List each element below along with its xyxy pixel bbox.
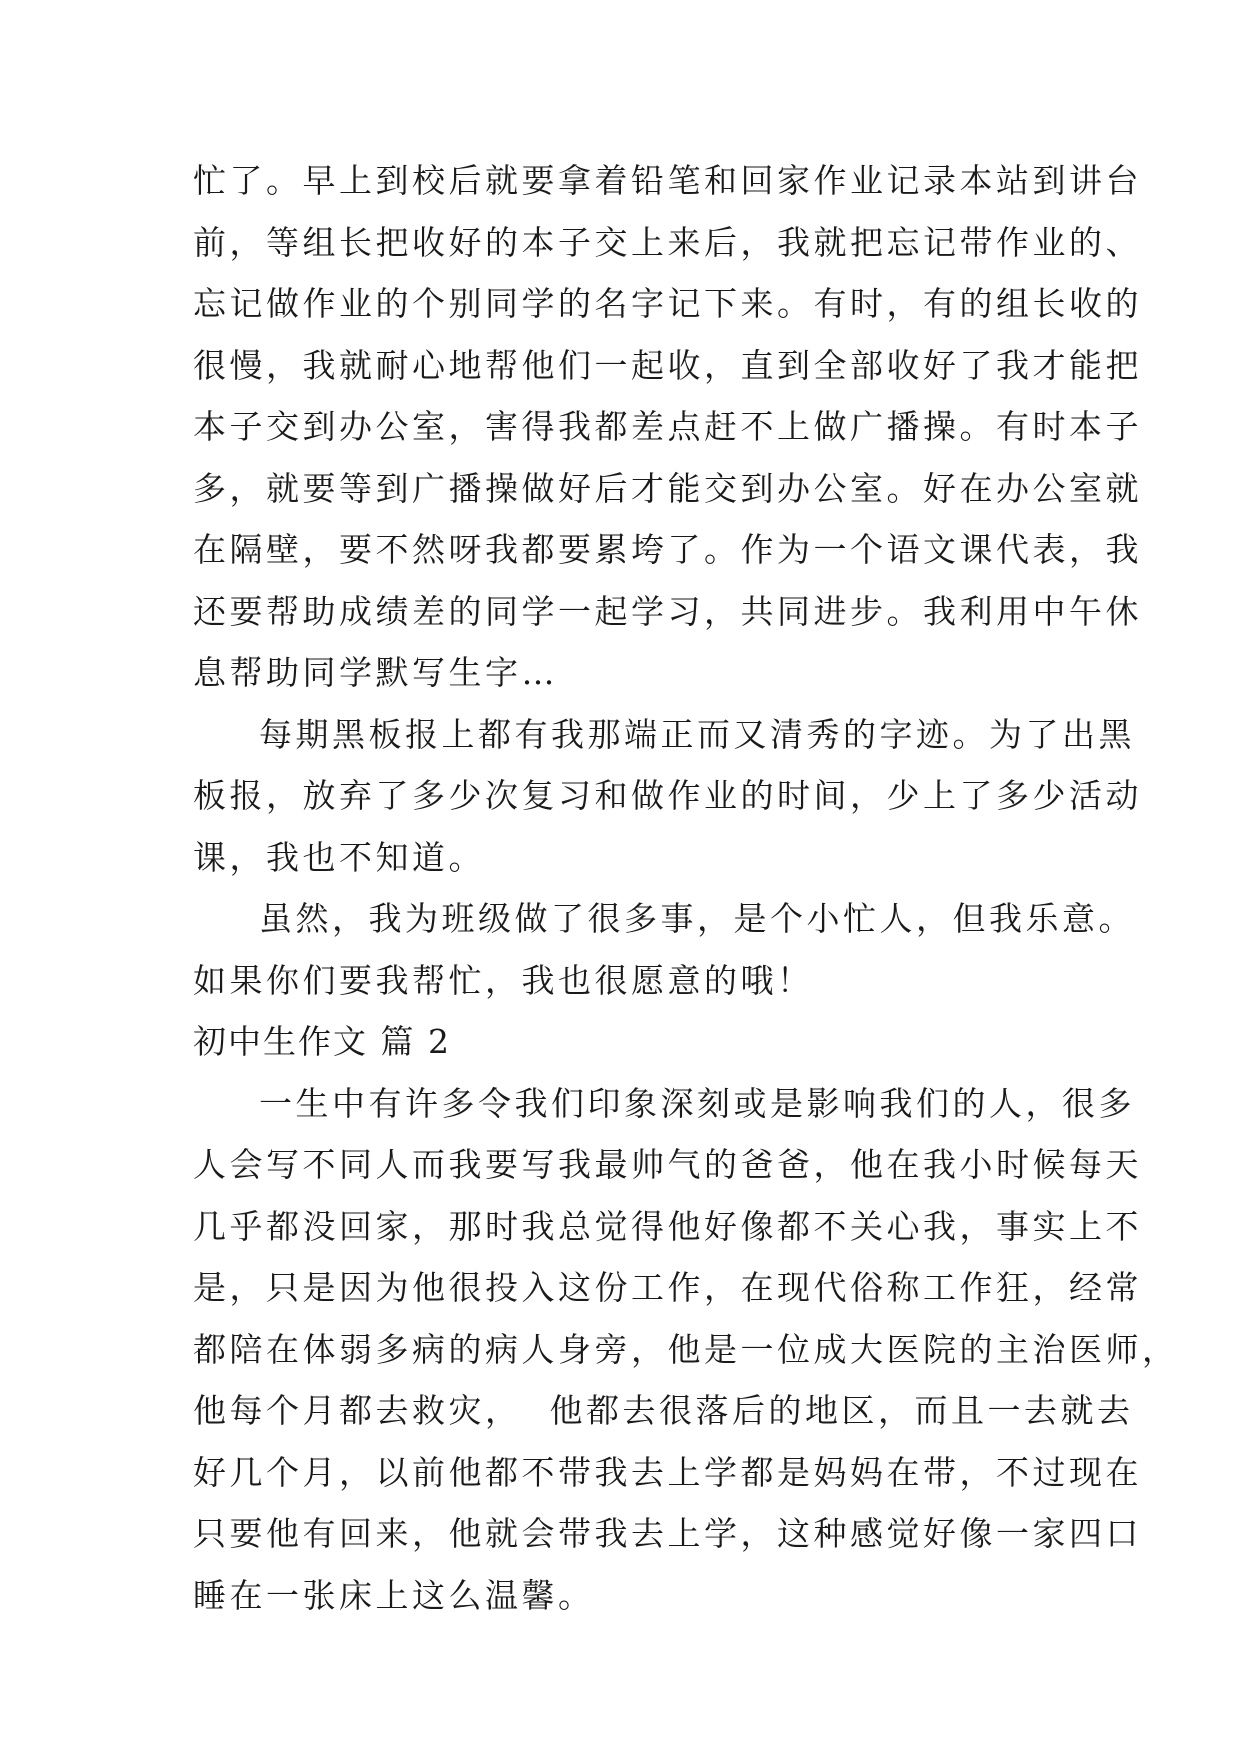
text-line: 息帮助同学默写生字… [193, 653, 558, 692]
text-line: 忙了。早上到校后就要拿着铅笔和回家作业记录本站到讲台 [193, 161, 1142, 200]
paragraph-4 [193, 1073, 1179, 1627]
text-line: 在隔壁，要不然呀我都要累垮了。作为一个语文课代表，我 [193, 530, 1142, 569]
text-line: 虽然，我为班级做了很多事，是个小忙人，但我乐意。 [259, 899, 1135, 938]
text-line: 只要他有回来，他就会带我去上学，这种感觉好像一家四口 [193, 1514, 1142, 1553]
paragraph-2 [193, 704, 1142, 889]
text-line: 几乎都没回家，那时我总觉得他好像都不关心我，事实上不 [193, 1206, 1142, 1246]
text-line: 如果你们要我帮忙，我也很愿意的哦！ [193, 960, 814, 1000]
text-line: 是，只是因为他很投入这份工作，在现代俗称工作狂，经常 [193, 1268, 1142, 1307]
text-line: 本子交到办公室，害得我都差点赶不上做广播操。有时本子 [193, 407, 1142, 446]
text-line: 忘记做作业的个别同学的名字记下来。有时，有的组长收的 [193, 284, 1142, 323]
essay-body [193, 150, 1179, 1626]
paragraph-1 [193, 150, 1142, 704]
paragraph-3 [193, 888, 1135, 1011]
text-line: 板报，放弃了多少次复习和做作业的时间，少上了多少活动 [193, 776, 1142, 815]
text-line: 好几个月，以前他都不带我去上学都是妈妈在带，不过现在 [193, 1452, 1142, 1492]
text-line: 每期黑板报上都有我那端正而又清秀的字迹。为了出黑 [259, 714, 1135, 754]
text-line: 课，我也不知道。 [193, 837, 485, 877]
text-line: 人会写不同人而我要写我最帅气的爸爸，他在我小时候每天 [193, 1145, 1142, 1184]
text-line: 很慢，我就耐心地帮他们一起收，直到全部收好了我才能把 [193, 345, 1142, 385]
text-line: 他每个月都去救灾， 他都去很落后的地区，而且一去就去 [193, 1391, 1134, 1430]
text-line: 前，等组长把收好的本子交上来后，我就把忘记带作业的、 [193, 222, 1142, 262]
text-line: 都陪在体弱多病的病人身旁，他是一位成大医院的主治医师， [193, 1329, 1179, 1369]
section-heading: 初中生作文 篇 2 [193, 1022, 451, 1061]
text-line: 睡在一张床上这么温馨。 [193, 1575, 595, 1615]
text-line: 多，就要等到广播操做好后才能交到办公室。好在办公室就 [193, 468, 1142, 508]
text-line: 一生中有许多令我们印象深刻或是影响我们的人，很多 [259, 1083, 1135, 1123]
text-line: 还要帮助成绩差的同学一起学习，共同进步。我利用中午休 [193, 591, 1142, 631]
